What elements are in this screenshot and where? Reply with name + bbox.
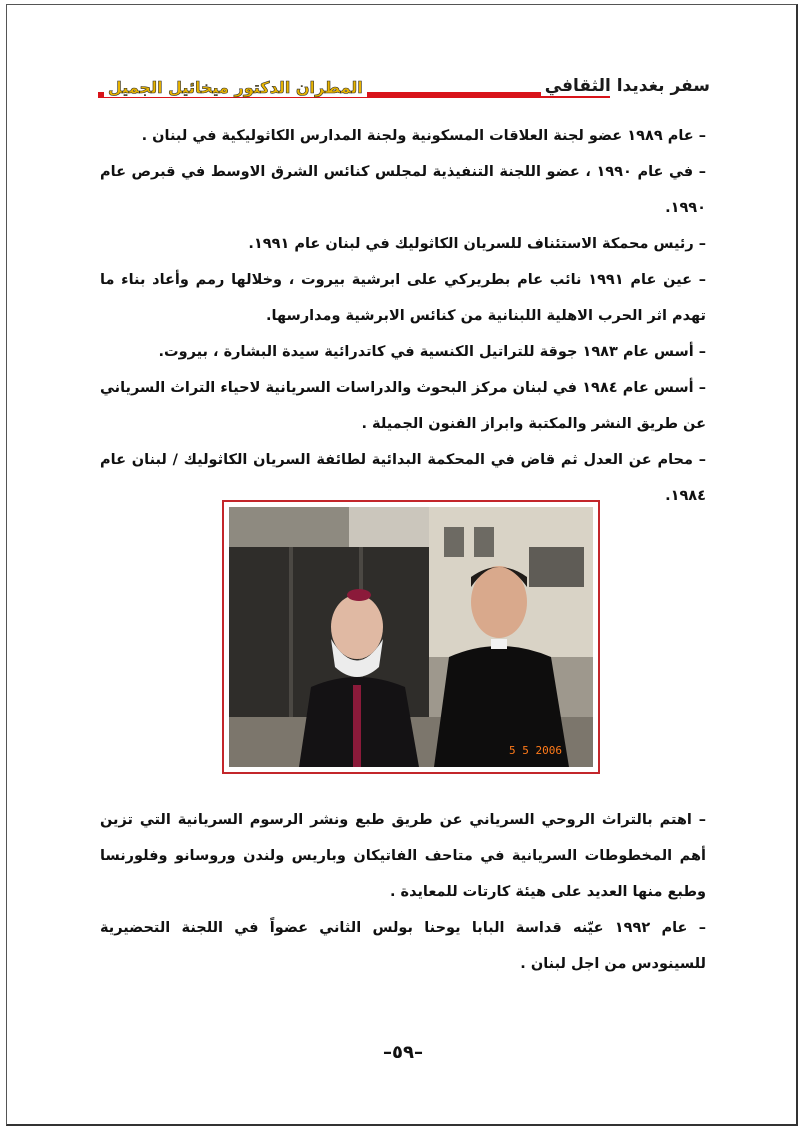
list-item: – اهتم بالتراث الروحي السرياني عن طريق طبع ونشر الرسوم السريانية التي تزين أهم المخطوطات السريانية في متاحف الفاتيكان وباريس ولندن وروسانو وفلورنسا وطبع منها العديد على هيئة كارتات للمعايدة . bbox=[100, 812, 706, 900]
date-stamp: 5 5 2006 bbox=[509, 744, 562, 757]
list-item: – أسس عام ١٩٨٣ جوقة للتراتيل الكنسية في كاتدرائية سيدة البشارة ، بيروت. bbox=[158, 344, 706, 360]
book-title: سفر بغديدا الثقافي bbox=[541, 76, 710, 96]
running-header bbox=[98, 78, 710, 104]
page-number: –٥٩– bbox=[383, 1042, 423, 1063]
list-item: – عام ١٩٨٩ عضو لجنة العلاقات المسكونية ولجنة المدارس الكاثوليكية في لبنان . bbox=[141, 128, 706, 144]
list-item: – رئيس محمكة الاستئناف للسريان الكاثوليك في لبنان عام ١٩٩١. bbox=[248, 236, 706, 252]
author-title: المطران الدكتور ميخائيل الجميل bbox=[104, 78, 367, 97]
list-item: – أسس عام ١٩٨٤ في لبنان مركز البحوث والدراسات السريانية لاحياء التراث السرياني عن طريق النشر والمكتبة وابراز الفنون الجميلة . bbox=[100, 380, 706, 432]
list-item: – عين عام ١٩٩١ نائب عام بطريركي على ابرشية بيروت ، وخلالها رمم وأعاد بناء ما تهدم اثر الحرب الاهلية اللبنانية من كنائس الابرشية ومدارسها. bbox=[100, 272, 706, 324]
biography-list-bottom bbox=[100, 802, 706, 982]
photo-frame bbox=[222, 500, 600, 774]
portrait-photo bbox=[229, 507, 593, 767]
biography-list-top bbox=[100, 118, 706, 514]
list-item: – محام عن العدل ثم قاض في المحكمة البدائية لطائفة السريان الكاثوليك / لبنان عام ١٩٨٤. bbox=[100, 452, 706, 504]
list-item: – عام ١٩٩٢ عيّنه قداسة البابا يوحنا بولس الثاني عضواً في اللجنة التحضيرية للسينودس من اجل لبنان . bbox=[100, 920, 706, 972]
list-item: – في عام ١٩٩٠ ، عضو اللجنة التنفيذية لمجلس كنائس الشرق الاوسط في قبرص عام ١٩٩٠. bbox=[100, 164, 706, 216]
